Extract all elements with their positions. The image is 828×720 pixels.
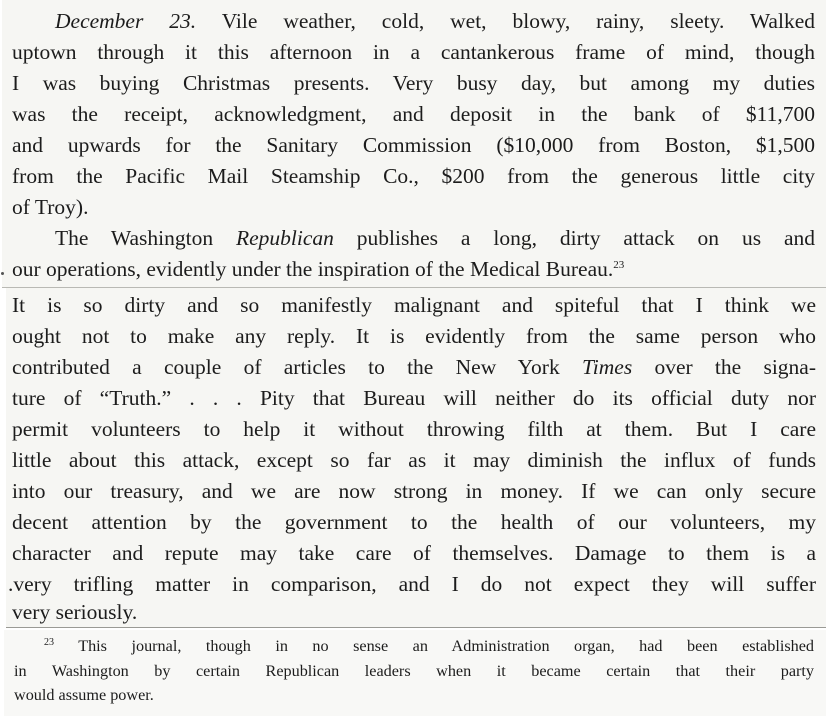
footnote-number: 23 xyxy=(44,637,54,648)
paper-speck xyxy=(1,272,4,275)
footnote-line: $^{23}$ This journal, though in no sense an Administration organ, had been established xyxy=(44,637,814,655)
text-line: ought not to make any reply. It is evidently from the same person who xyxy=(12,324,816,348)
text-line: character and repute may take care of themselves. Damage to them is a xyxy=(12,541,816,565)
text-line: It is so dirty and so manifestly malignant and spiteful that I think we xyxy=(12,293,816,317)
text-line: was the receipt, acknowledgment, and deposit in the bank of $11,700 xyxy=(12,102,815,126)
footnote-reference: 23 xyxy=(613,259,625,271)
text-line: uptown through it this afternoon in a cantankerous frame of mind, though xyxy=(12,40,815,64)
text-line: from the Pacific Mail Steamship Co., $200 from the generous little city xyxy=(12,164,815,188)
text-line: and upwards for the Sanitary Commission ($10,000 from Boston, $1,500 xyxy=(12,133,815,157)
newspaper-name: Times xyxy=(582,355,633,379)
text-line: our operations, evidently under the inspiration of the Medical Bureau.$^{23}$ xyxy=(12,257,625,281)
newspaper-name: Republican xyxy=(236,226,334,250)
text-line: decent attention by the government to the health of our volunteers, my xyxy=(12,510,816,534)
text-line: .very trifling matter in comparison, and I do not expect they will suffer xyxy=(8,572,816,596)
clipping-middle xyxy=(6,288,826,628)
text-line: permit volunteers to help it without throwing filth at them. But I care xyxy=(12,417,816,441)
footnote-clipping xyxy=(4,630,826,716)
entry-date: December 23. xyxy=(55,9,197,33)
text-line: contributed a couple of articles to the New York Times over the signa- xyxy=(12,355,817,379)
text-line: into our treasury, and we are now strong in money. If we can only secure xyxy=(12,479,816,503)
clipping-top xyxy=(2,0,826,288)
footnote-line: in Washington by certain Republican leaders when it became certain that their party xyxy=(14,662,814,680)
text-line: December 23. Vile weather, cold, wet, blowy, rainy, sleety. Walked xyxy=(55,9,815,33)
text-line: The Washington Republican publishes a long, dirty attack on us and xyxy=(55,226,815,250)
text-line: of Troy). xyxy=(12,195,89,219)
text-line: ture of “Truth.” . . . Pity that Bureau will neither do its official duty nor xyxy=(12,386,816,410)
text-line: I was buying Christmas presents. Very busy day, but among my duties xyxy=(12,71,815,95)
footnote-line: would assume power. xyxy=(14,686,154,704)
text-line: very seriously. xyxy=(12,600,138,624)
text-line: little about this attack, except so far as it may diminish the influx of funds xyxy=(12,448,816,472)
